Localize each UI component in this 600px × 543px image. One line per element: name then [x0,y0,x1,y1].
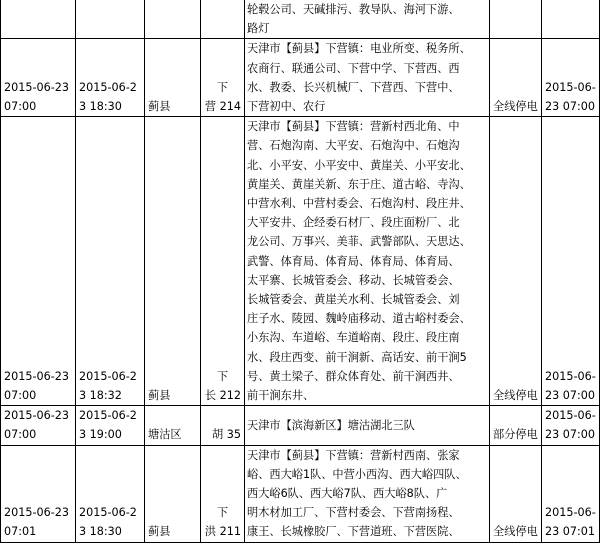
line-name-bottom: 洪 211 [204,525,241,539]
table-row [1,0,600,39]
restore-time-cell [542,0,600,39]
table-row [1,39,600,117]
district-cell: 蓟县 [145,39,201,117]
area-line: 明木材加工厂、下营村委会、下营南扬程、 [247,506,460,520]
start-time-cell: 2015-06-23 07:00 [1,406,76,445]
outage-type-cell: 全线停电 [490,117,542,406]
district-cell [145,0,201,39]
area-line: 天津市【滨海新区】塘沽湖北三队 [247,418,415,432]
outage-type-cell [490,0,542,39]
area-line: 龙公司、万事兴、美菲、武警部队、天思达、 [247,235,471,249]
area-line: 大平安井、企经委石材厂、段庄面粉厂、北 [247,216,460,230]
area-line: 北、小平安、小平安中、黄崖关、小平安北、 [247,158,471,172]
district-cell: 蓟县 [145,117,201,406]
area-line: 黄崖关、黄崖关新、东于庄、道古峪、寺沟、 [247,177,471,191]
district-cell: 塘沽区 [145,406,201,445]
outage-type-cell: 全线停电 [490,39,542,117]
table-row [1,406,600,445]
start-time-cell: 2015-06-23 07:00 [1,39,76,117]
line-cell [201,39,245,117]
line-cell [201,445,245,542]
line-name-bottom: 营 214 [204,100,241,114]
area-line: 天津市【蓟县】下营镇：营新村西北角、中 [247,120,460,134]
area-line: 西大峪6队、西大峪7队、西大峪8队、广 [247,487,448,501]
area-line: 轮毂公司、天碱排污、教导队、海河下游、 [247,3,460,16]
outage-type-cell: 部分停电 [490,406,542,445]
area-line: 太平寨、长城管委会、移动、长城管委会、 [247,273,460,287]
area-line: 长城管委会、黄崖关水利、长城管委会、刘 [247,293,460,307]
area-line: 前干涧东井、 [247,389,315,403]
area-line: 庄子水、陵园、魏岭庙移动、道古峪村委会、 [247,312,471,326]
area-line: 水、教委、长兴机械厂、下营西、下营中、 [247,80,460,94]
start-time-cell [1,0,76,39]
area-cell [245,0,490,39]
restore-time-cell: 2015-06- 23 07:00 [542,117,600,406]
area-line: 农商行、联通公司、下营中学、下营西、西 [247,61,460,75]
line-name-top: 下 [216,80,229,94]
line-name-top: 下 [216,369,229,383]
line-name-top: 胡 35 [212,428,241,442]
area-cell [245,445,490,542]
area-line: 天津市【蓟县】下营镇：营新村西南、张家 [247,448,460,462]
start-time-cell: 2015-06-23 07:00 [1,117,76,406]
restore-time-cell: 2015-06- 23 07:00 [542,406,600,445]
outage-type-cell: 全线停电 [490,445,542,542]
line-name-bottom: 长 212 [204,389,241,403]
table-row [1,445,600,542]
end-time-cell: 2015-06-2 3 18:30 [76,445,145,542]
area-cell [245,39,490,117]
area-line: 中营水利、中营村委会、石炮沟村、段庄井、 [247,197,471,211]
district-cell: 蓟县 [145,445,201,542]
area-line: 康王、长城橡胶厂、下营道班、下营医院、 [247,525,460,539]
start-time-cell: 2015-06-23 07:01 [1,445,76,542]
area-line: 下营初中、农行 [247,100,326,114]
end-time-cell: 2015-06-2 3 19:00 [76,406,145,445]
area-line: 号、黄土梁子、群众体育处、前干涧西井、 [247,369,460,383]
line-cell [201,406,245,445]
line-name-top: 下 [216,506,229,520]
area-line: 天津市【蓟县】下营镇：电业所变、税务所、 [247,42,471,56]
end-time-cell [76,0,145,39]
end-time-cell: 2015-06-2 3 18:30 [76,39,145,117]
line-cell [201,0,245,39]
area-line: 路灯 [247,22,270,36]
area-line: 水、段庄西变、前干涧新、高话安、前干涧5 [247,350,467,364]
table-row [1,117,600,406]
restore-time-cell: 2015-06- 23 07:01 [542,445,600,542]
area-cell [245,117,490,406]
area-cell [245,406,490,445]
end-time-cell: 2015-06-2 3 18:32 [76,117,145,406]
line-cell [201,117,245,406]
area-line: 武警、体育局、体育局、体育局、体育局、 [247,254,460,268]
area-line: 营、石炮沟南、大平安、石炮沟中、石炮沟 [247,139,460,153]
area-line: 峪、西大峪1队、中营小西沟、西大峪四队、 [247,467,467,481]
restore-time-cell: 2015-06- 23 07:00 [542,39,600,117]
area-line: 小东沟、车道峪、车道峪南、段庄、段庄南 [247,331,460,345]
